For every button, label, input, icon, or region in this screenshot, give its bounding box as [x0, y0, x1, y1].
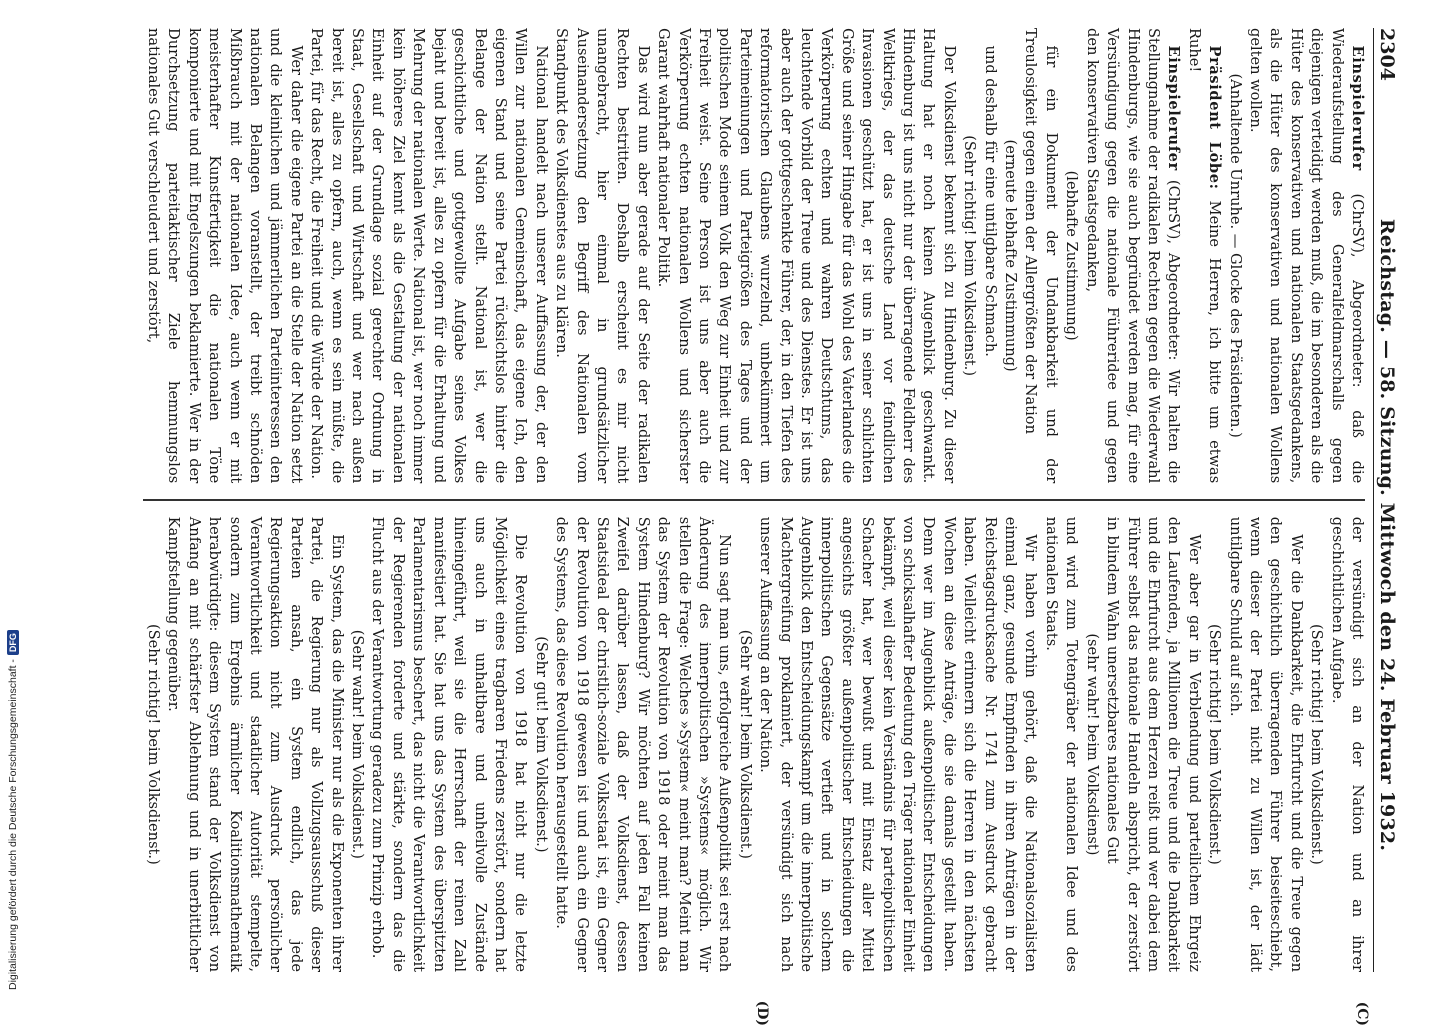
paragraph [755, 517, 1041, 972]
paragraph-text: Wer die Dankbarkeit, die Ehrfurcht und die Treue gegen den geschichtlich überragenden Führer beiseiteschiebt, wenn dieser der Partei nicht zu Willen ist, der lädt untilgbare Schuld auf sich. [1227, 517, 1305, 972]
paragraph [1020, 28, 1061, 483]
paragraph [653, 28, 959, 483]
margin-mark-d: (D) [754, 1001, 770, 1026]
paragraph-text: Der Volksdienst bekennt sich zu Hindenburg. Zu dieser Haltung hat er noch keinen Augenblick geschwankt. Hindenburg ist uns nicht nur der überragende Feldherr des Weltkriegs, der das deutsche Land vor feindlichen Invasionen geschützt hat, er ist uns in seiner schlichten Größe und seiner Hingabe für das Wohl des Vaterlandes die Verkörperung echten und wahren Deutschtums, das leuchtende Vorbild der Treue und des Dienstes. Er ist uns aber auch der gottgeschenkte Führer, der, in den Tiefen des reformatorischen Glaubens wurzelnd, unbekümmert um Parteimeinungen und Parteigrößen des Tages und der politischen Mode seinem Volk den Weg zur Einheit und zur Freiheit weist. Seine Person ist uns aber auch die Verkörperung echten nationalen Wollens und sicherster Garant wahrhaft nationaler Politik. [655, 28, 958, 483]
paragraph [979, 28, 999, 483]
paragraph-text: für ein Dokument der Undankbarkeit und der Treulosigkeit gegen einen der Allergrößten der Nation [1023, 28, 1060, 483]
paragraph [1081, 28, 1183, 483]
paragraph [143, 28, 306, 483]
interjection: (erneute lebhafte Zustimmung) [1000, 28, 1020, 483]
paragraph-text: National handelt nach unserer Auffassung der, der den Willen zur nationalen Gemeinschaft, das eigene Ich, den eigenen Stand und seine Partei rücksichtslos hinter die Belange der Nation stellt. National ist, wer die geschichtliche und gottgewollte Aufgabe seines Volkes bejaht und bereit ist, alles zu opfern für die Erhaltung und Mehrung der nationalen Werte. National ist, wer noch immer kein höheres Ziel kennt als die Gestaltung der nationalen Einheit auf der Grundlage sozial gerechter Ordnung in Staat, Gesellschaft und Wirtschaft und wer nach außen bereit ist, alles zu opfern, auch, wenn es sein müßte, die Partei, für das Recht, die Freiheit und die Würde der Nation. [308, 28, 549, 483]
speaker-name: Einspielerufer [1349, 46, 1366, 171]
interjection: (Sehr richtig! beim Volksdienst.) [1306, 517, 1326, 972]
paragraph-text: daß die Wiederaufstellung des Generalfeldmarschalls gegen diejenigen verteidigt werden muß, die im besonderen als die Hüter des konservativen und nationalen Staatsgedankens, als die Hüter des konservativen und nationalen Wollens gelten wollen. [1247, 28, 1366, 483]
paragraph [1224, 517, 1306, 972]
paragraph-text: Wir haben vorhin gehört, daß die Nationalsozialisten einmal ganz, gesunde Empfinden in ihren Anträgen in der Reichstagsdrucksache Nr. 1741 zum Ausdruck gebracht haben. Vielleicht erinnern sich die Herren in den nächsten Wochen an diese Anträge, die sie damals gestellt haben. Denn wer im Augenblick außenpolitischer Entscheidungen von schicksalhafter Bedeutung den Träger nationaler Einheit bekämpft, weil dieser kein Verständnis für parteipolitischen Schacher hat, wer bewußt und mit Einsatz aller Mittel angesichts größter außenpolitischer Entscheidungen die innerpolitischen Gegensätze vertieft und in solchem Augenblick den Entscheidungskampf um die innerpolitische Machtergreifung proklamiert, der versündigt sich nach unserer Auffassung an der Nation. [757, 517, 1039, 972]
digitization-credit: Digitalisierung gefördert durch die Deutsche Forschungsgemeinschaft - [7, 659, 19, 990]
interjection: (Sehr richtig! beim Volksdienst.) [1204, 517, 1224, 972]
interjection: (lebhafte Zustimmung) [1061, 28, 1081, 483]
paragraph [551, 517, 735, 972]
paragraph [1326, 517, 1367, 972]
paragraph-text: Meine Herren, ich bitte um etwas Ruhe! [1186, 28, 1223, 483]
speaker-party: (ChrSV), Abgeordneter: [1165, 180, 1182, 361]
interjection: (Sehr wahr! beim Volksdienst.) [347, 517, 367, 972]
paragraph [1041, 517, 1082, 972]
paragraph [306, 28, 551, 483]
speaker-name: Präsident Löbe: [1206, 46, 1223, 190]
paragraph [1102, 517, 1204, 972]
paragraph-text: Ein System, das die Minister nur als die Exponenten ihrer Partei, die Regierung nur als Vollzugsausschuß dieser Parteien ansah, ein System endlich, das jede Regierungsaktion nicht zum Ausdruck persönlicher Verantwortlichkeit und staatlicher Autorität stempelte, sondern zum Ergebnis ärmlicher Koalitionsmathematik herabwürdigte: diesem System stand der Volksdienst von Anfang an mit schärfster Ablehnung und in unerbittlicher Kampfstellung gegenüber. [165, 517, 345, 972]
interjection: (Sehr richtig! beim Volksdienst.) [143, 517, 163, 972]
paragraph [1245, 28, 1367, 483]
paragraph-text: Wir halten die Stellungnahme der radikalen Rechten gegen die Wiederwahl Hindenburgs, wie sie auch begründet werden mag, für eine Versündigung gegen die nationale Führeridee und gegen den konservativen Staatsgedanken, [1084, 28, 1183, 483]
speaker-party: (ChrSV), Abgeordneter: [1349, 193, 1366, 387]
paragraph-text: und wird zum Totengräber der nationalen Idee und des nationalen Staats. [1043, 517, 1080, 972]
paragraph-text: Das wird nun aber gerade auf der Seite der radikalen Rechten bestritten. Deshalb erscheint es mir nicht unangebracht, hier einmal in grundsätzlicher Auseinandersetzung den Begriff des Nationalen vom Standpunkt des Volksdienstes aus zu klären. [553, 28, 652, 483]
right-column [143, 501, 1367, 972]
page-number: 2304 [1376, 28, 1398, 98]
paragraph-text: Die Revolution von 1918 hat nicht nur die letzte Möglichkeit eines tragbaren Friedens zerstört, sondern hat uns auch in unhaltbare und unheilvolle Zustände hineingeführt, weil sie die Herrschaft der reinen Zahl manifestiert hat. Sie hat uns das System des überspitzten Parlamentarismus beschert, das nicht die Verantwortlichkeit der Regierenden forderte und stärkte, sondern das die Flucht aus der Verantwortung geradezu zum Prinzip erhob. [370, 517, 530, 972]
margin-mark-c: (C) [1354, 1002, 1370, 1026]
paragraph-text: Nun sagt man uns, erfolgreiche Außenpolitik sei erst nach Änderung des innerpolitischen »Systems« möglich. Wir stellen die Frage: Welches »System« meint man? Meint man das System der Revolution von 1918 oder meint man das System Hindenburg? Wir möchten auf jeden Fall keinen Zweifel darüber lassen, daß der Volksdienst, dessen Staatsideal der christlich-soziale Volksstaat ist, ein Gegner der Revolution von 1918 gewesen ist und auch ein Gegner des Systems, das diese Revolution herausgestellt hatte. [553, 517, 733, 972]
running-head [1373, 28, 1398, 972]
text-columns [143, 28, 1367, 972]
margin-mark-b [754, 0, 770, 1]
paragraph-text: Wer daher die eigene Partei an die Stelle der Nation setzt und die kleinlichen und jämmerlichen Parteiinteressen den nationalen Belangen voranstellt, der treibt schnöden Mißbrauch mit der nationalen Idee, auch wenn er mit meisterhafter Kunstfertigkeit die nationalen Töne komponierte und mit Engelszungen beklamierte. Wer in der Durchsetzung parteitaktischer Ziele hemmungslos nationales Gut verschleudert und zerstört, [145, 28, 305, 483]
dfg-logo: DFG [7, 630, 19, 655]
paragraph [163, 517, 347, 972]
paragraph-text: Wer aber gar in Verblendung und parteilichem Ehrgeiz den Laufenden, ja Millionen die Treue und die Dankbarkeit und die Ehrfurcht aus dem Herzen reißt und wer dabei dem Führer selbst das nationale Handeln abspricht, der zerstört in blindem Wahn unersetzbares nationales Gut [1104, 517, 1203, 972]
paragraph [551, 28, 653, 483]
digitization-footer [0, 0, 26, 1000]
interjection: (Sehr wahr! beim Volksdienst.) [734, 517, 754, 972]
interjection: (Anhaltende Unruhe. — Glocke des Präsidenten.) [1224, 28, 1244, 483]
paragraph [1183, 28, 1224, 483]
speaker-name: Einspielerufer [1165, 46, 1182, 171]
paragraph [367, 517, 530, 972]
document-page [110, 0, 1410, 1000]
paragraph-text: der versündigt sich an der Nation und an ihrer geschichtlichen Aufgabe. [1329, 517, 1366, 972]
left-column [143, 28, 1367, 499]
interjection: (Sehr richtig! beim Volksdienst.) [959, 28, 979, 483]
interjection: (Sehr gut! beim Volksdienst.) [530, 517, 550, 972]
interjection: (sehr wahr! beim Volksdienst) [1081, 517, 1101, 972]
paragraph-text: und deshalb für eine untilgbare Schmach. [982, 46, 999, 357]
page-title: Reichstag. — 58. Sitzung. Mittwoch den 24. Februar 1932. [1376, 98, 1398, 972]
